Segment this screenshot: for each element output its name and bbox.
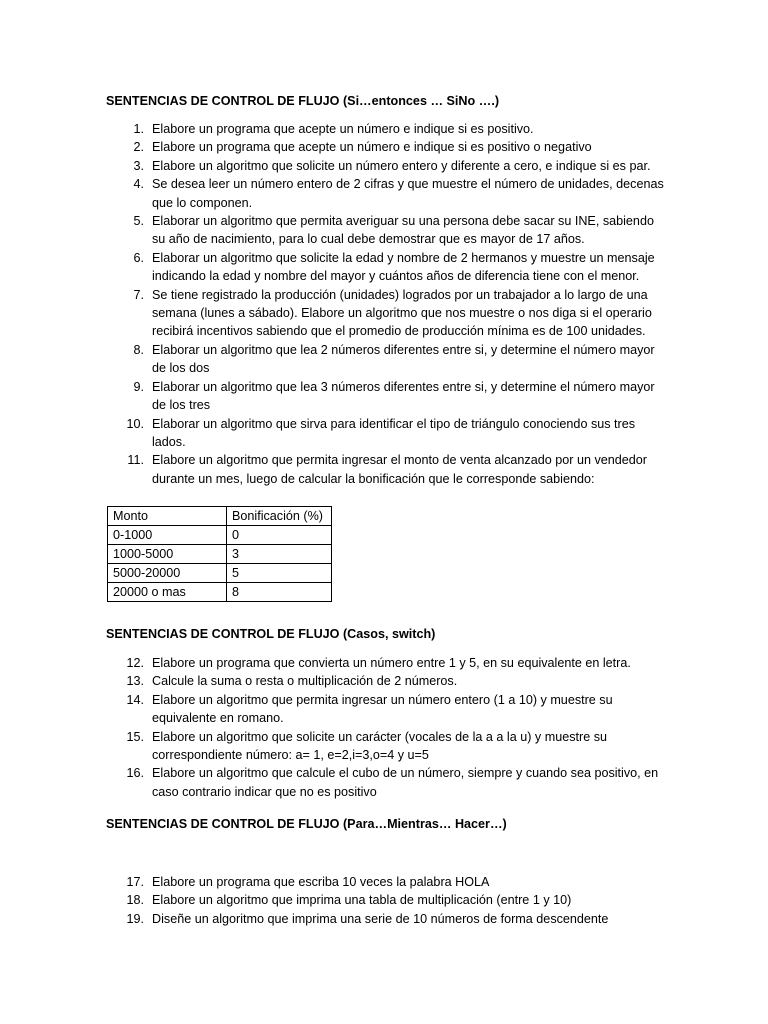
exercise-item-15 bbox=[106, 728, 666, 765]
table-cell-bonificacion: 0 bbox=[227, 526, 332, 545]
exercise-number: 6. bbox=[133, 250, 144, 265]
exercise-number: 14. bbox=[126, 692, 144, 707]
table-cell-monto: 5000-20000 bbox=[108, 564, 227, 583]
exercise-list-ciclos bbox=[106, 873, 666, 928]
exercise-text: Elabore un algoritmo que imprima una tabla de multiplicación (entre 1 y 10) bbox=[152, 893, 572, 908]
exercise-text: Se desea leer un número entero de 2 cifras y que muestre el número de unidades, decenas que lo componen. bbox=[152, 177, 664, 210]
bonus-table bbox=[107, 506, 332, 602]
exercise-number: 17. bbox=[126, 875, 144, 889]
exercise-number: 4. bbox=[133, 177, 144, 192]
exercise-text: Elabore un programa que acepte un número e indique si es positivo o negativo bbox=[152, 140, 592, 155]
exercise-text: Elabore un algoritmo que calcule el cubo de un número, siempre y cuando sea positivo, en caso contrario indicar que no es positivo bbox=[152, 766, 659, 799]
column-header-monto: Monto bbox=[108, 507, 227, 526]
exercise-item-6 bbox=[106, 249, 666, 286]
exercise-number: 1. bbox=[133, 122, 144, 136]
exercise-text: Elaborar un algoritmo que lea 2 números diferentes entre si, y determine el número mayor de los dos bbox=[152, 342, 655, 376]
section-heading-condicionales: SENTENCIAS DE CONTROL DE FLUJO (Si…entonces … SiNo ….) bbox=[106, 94, 500, 108]
exercise-number: 3. bbox=[133, 158, 144, 173]
exercise-number: 5. bbox=[133, 214, 144, 229]
exercise-text: Elaborar un algoritmo que sirva para identificar el tipo de triángulo conociendo sus tres lados. bbox=[152, 416, 636, 449]
exercise-text: Se tiene registrado la producción (unidades) logrados por un trabajador a lo largo de una semana (lunes a sábado). Elabore un algoritmo que nos muestre o nos diga si el operario recibirá incentivos sabiendo que el promedio de producción mínima es de 100 unidades. bbox=[152, 287, 652, 339]
table-cell-bonificacion: 5 bbox=[227, 564, 332, 583]
exercise-item-3 bbox=[106, 157, 666, 175]
exercise-text: Elabore un algoritmo que permita ingresar el monto de venta alcanzado por un vendedor durante un mes, luego de calcular la bonificación que le corresponde sabiendo: bbox=[152, 453, 647, 486]
exercise-text: Elaborar un algoritmo que permita averiguar su una persona debe sacar su INE, sabiendo su año de nacimiento, para lo cual debe demostrar que es mayor de 17 años. bbox=[152, 214, 654, 247]
exercise-item-9 bbox=[106, 378, 666, 415]
table-cell-monto: 1000-5000 bbox=[108, 545, 227, 564]
exercise-number: 13. bbox=[126, 674, 144, 689]
exercise-item-19 bbox=[106, 910, 666, 928]
exercise-text: Calcule la suma o resta o multiplicación de 2 números. bbox=[152, 674, 458, 689]
exercise-item-16 bbox=[106, 764, 666, 801]
exercise-number: 10. bbox=[126, 416, 144, 431]
exercise-number: 2. bbox=[133, 140, 144, 155]
exercise-number: 18. bbox=[126, 893, 144, 908]
table-header-row bbox=[108, 507, 332, 526]
exercise-number: 19. bbox=[126, 911, 144, 926]
exercise-text: Elaborar un algoritmo que solicite la edad y nombre de 2 hermanos y muestre un mensaje indicando la edad y nombre del mayor y cuántos años de diferencia tiene con el menor. bbox=[152, 250, 655, 284]
exercise-text: Elabore un algoritmo que solicite un número entero y diferente a cero, e indique si es par. bbox=[152, 158, 651, 173]
exercise-text: Elabore un algoritmo que permita ingresar un número entero (1 a 10) y muestre su equivalente en romano. bbox=[152, 692, 613, 726]
exercise-item-17 bbox=[106, 873, 666, 891]
table-cell-bonificacion: 8 bbox=[227, 583, 332, 602]
exercise-list-casos bbox=[106, 654, 666, 801]
exercise-item-11 bbox=[106, 451, 666, 488]
exercise-number: 9. bbox=[133, 379, 144, 394]
exercise-text: Elaborar un algoritmo que lea 3 números diferentes entre si, y determine el número mayor de los tres bbox=[152, 379, 655, 413]
exercise-text: Elabore un programa que convierta un número entre 1 y 5, en su equivalente en letra. bbox=[152, 656, 631, 670]
exercise-text: Elabore un programa que acepte un número e indique si es positivo. bbox=[152, 122, 534, 136]
exercise-number: 16. bbox=[126, 766, 144, 781]
table-cell-monto: 20000 o mas bbox=[108, 583, 227, 602]
exercise-number: 11. bbox=[127, 453, 144, 468]
exercise-item-4 bbox=[106, 175, 666, 212]
exercise-number: 12. bbox=[126, 656, 144, 670]
exercise-number: 8. bbox=[133, 342, 144, 357]
exercise-item-2 bbox=[106, 138, 666, 156]
exercise-number: 7. bbox=[133, 287, 144, 302]
exercise-item-7 bbox=[106, 286, 666, 341]
table-cell-monto: 0-1000 bbox=[108, 526, 227, 545]
table-row bbox=[108, 564, 332, 583]
section-heading-casos: SENTENCIAS DE CONTROL DE FLUJO (Casos, switch) bbox=[106, 627, 436, 641]
section-heading-ciclos: SENTENCIAS DE CONTROL DE FLUJO (Para…Mientras… Hacer…) bbox=[106, 817, 507, 831]
exercise-item-1 bbox=[106, 120, 666, 138]
exercise-item-14 bbox=[106, 691, 666, 728]
table-row bbox=[108, 545, 332, 564]
exercise-text: Elabore un programa que escriba 10 veces la palabra HOLA bbox=[152, 875, 490, 889]
exercise-item-10 bbox=[106, 415, 666, 452]
table-row bbox=[108, 526, 332, 545]
column-header-bonificacion: Bonificación (%) bbox=[227, 507, 332, 526]
exercise-item-12 bbox=[106, 654, 666, 672]
exercise-number: 15. bbox=[126, 729, 144, 744]
exercise-item-18 bbox=[106, 891, 666, 909]
table-row bbox=[108, 583, 332, 602]
exercise-text: Elabore un algoritmo que solicite un carácter (vocales de la a a la u) y muestre su correspondiente número: a= 1, e=2,i=3,o=4 y u=5 bbox=[152, 729, 608, 763]
exercise-item-13 bbox=[106, 672, 666, 690]
exercise-list-condicionales bbox=[106, 120, 666, 488]
exercise-text: Diseñe un algoritmo que imprima una serie de 10 números de forma descendente bbox=[152, 911, 609, 926]
table-cell-bonificacion: 3 bbox=[227, 545, 332, 564]
exercise-item-8 bbox=[106, 341, 666, 378]
exercise-item-5 bbox=[106, 212, 666, 249]
